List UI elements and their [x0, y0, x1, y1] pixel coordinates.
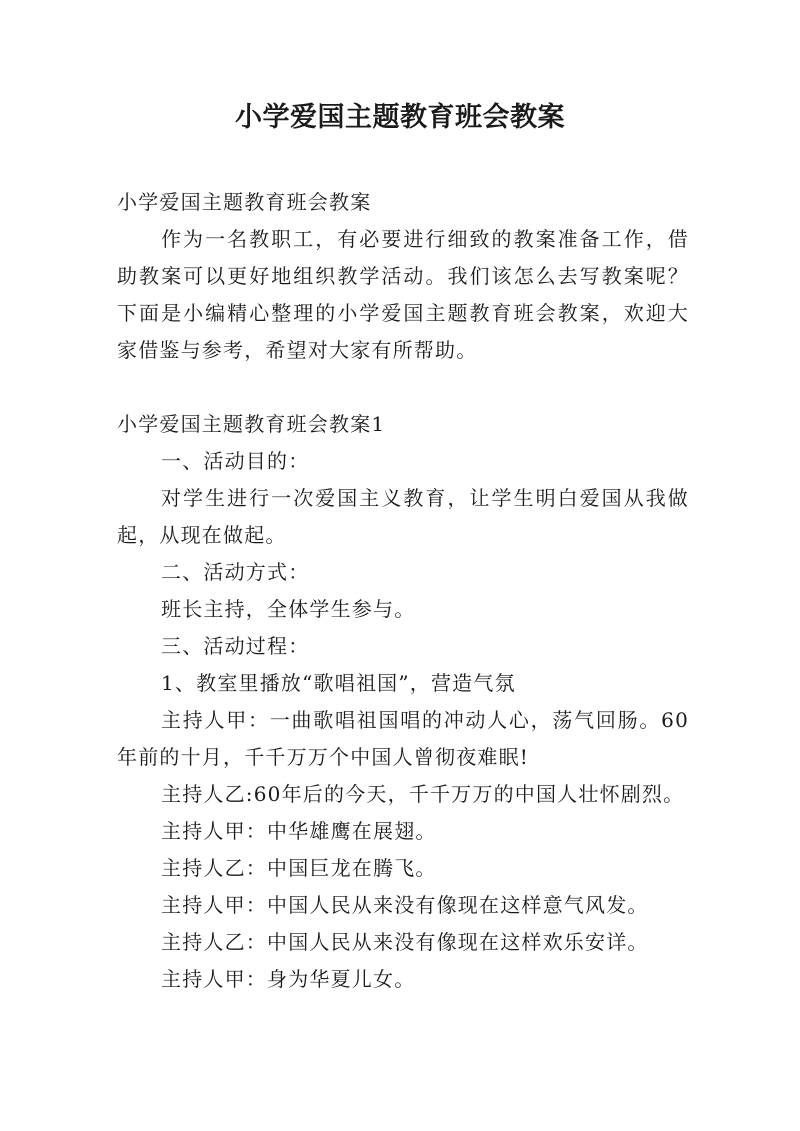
dialogue-line: 主持人甲：身为华夏儿女。: [161, 967, 416, 991]
dialogue-line: 主持人甲：中华雄鹰在展翅。: [161, 819, 437, 843]
dialogue-line: 主持人乙：中国巨龙在腾飞。: [161, 856, 437, 880]
dialogue-line: 主持人甲：中国人民从来没有像现在这样意气风发。: [161, 893, 649, 917]
activity-method-text: 班长主持，全体学生参与。: [161, 597, 416, 621]
document-title: 小学爱国主题教育班会教案: [235, 102, 565, 133]
activity-purpose-text: 对学生进行一次爱国主义教育，让学生明白爱国从我做起，从现在做起。: [117, 486, 689, 547]
process-step-1: 1、教室里播放“歌唱祖国”，营造气氛: [161, 671, 516, 695]
activity-purpose-heading: 一、活动目的：: [161, 449, 310, 473]
paragraph-gap: [117, 369, 689, 406]
activity-method-heading: 二、活动方式：: [161, 560, 310, 584]
section-heading: 小学爱国主题教育班会教案1: [117, 412, 386, 436]
document-subtitle: 小学爱国主题教育班会教案: [117, 190, 372, 214]
dialogue-line: 主持人甲：一曲歌唱祖国唱的冲动人心，荡气回肠。60年前的十月，千千万万个中国人曾彻夜难眠!: [117, 708, 689, 769]
activity-process-heading: 三、活动过程：: [161, 634, 310, 658]
intro-paragraph: 作为一名教职工，有必要进行细致的教案准备工作，借助教案可以更好地组织教学活动。我们该怎么去写教案呢？下面是小编精心整理的小学爱国主题教育班会教案，欢迎大家借鉴与参考，希望对大家有所帮助。: [117, 227, 689, 362]
dialogue-line: 主持人乙:60年后的今天，千千万万的中国人壮怀剧烈。: [161, 782, 685, 806]
dialogue-line: 主持人乙：中国人民从来没有像现在这样欢乐安详。: [161, 930, 649, 954]
document-body: [117, 184, 689, 998]
